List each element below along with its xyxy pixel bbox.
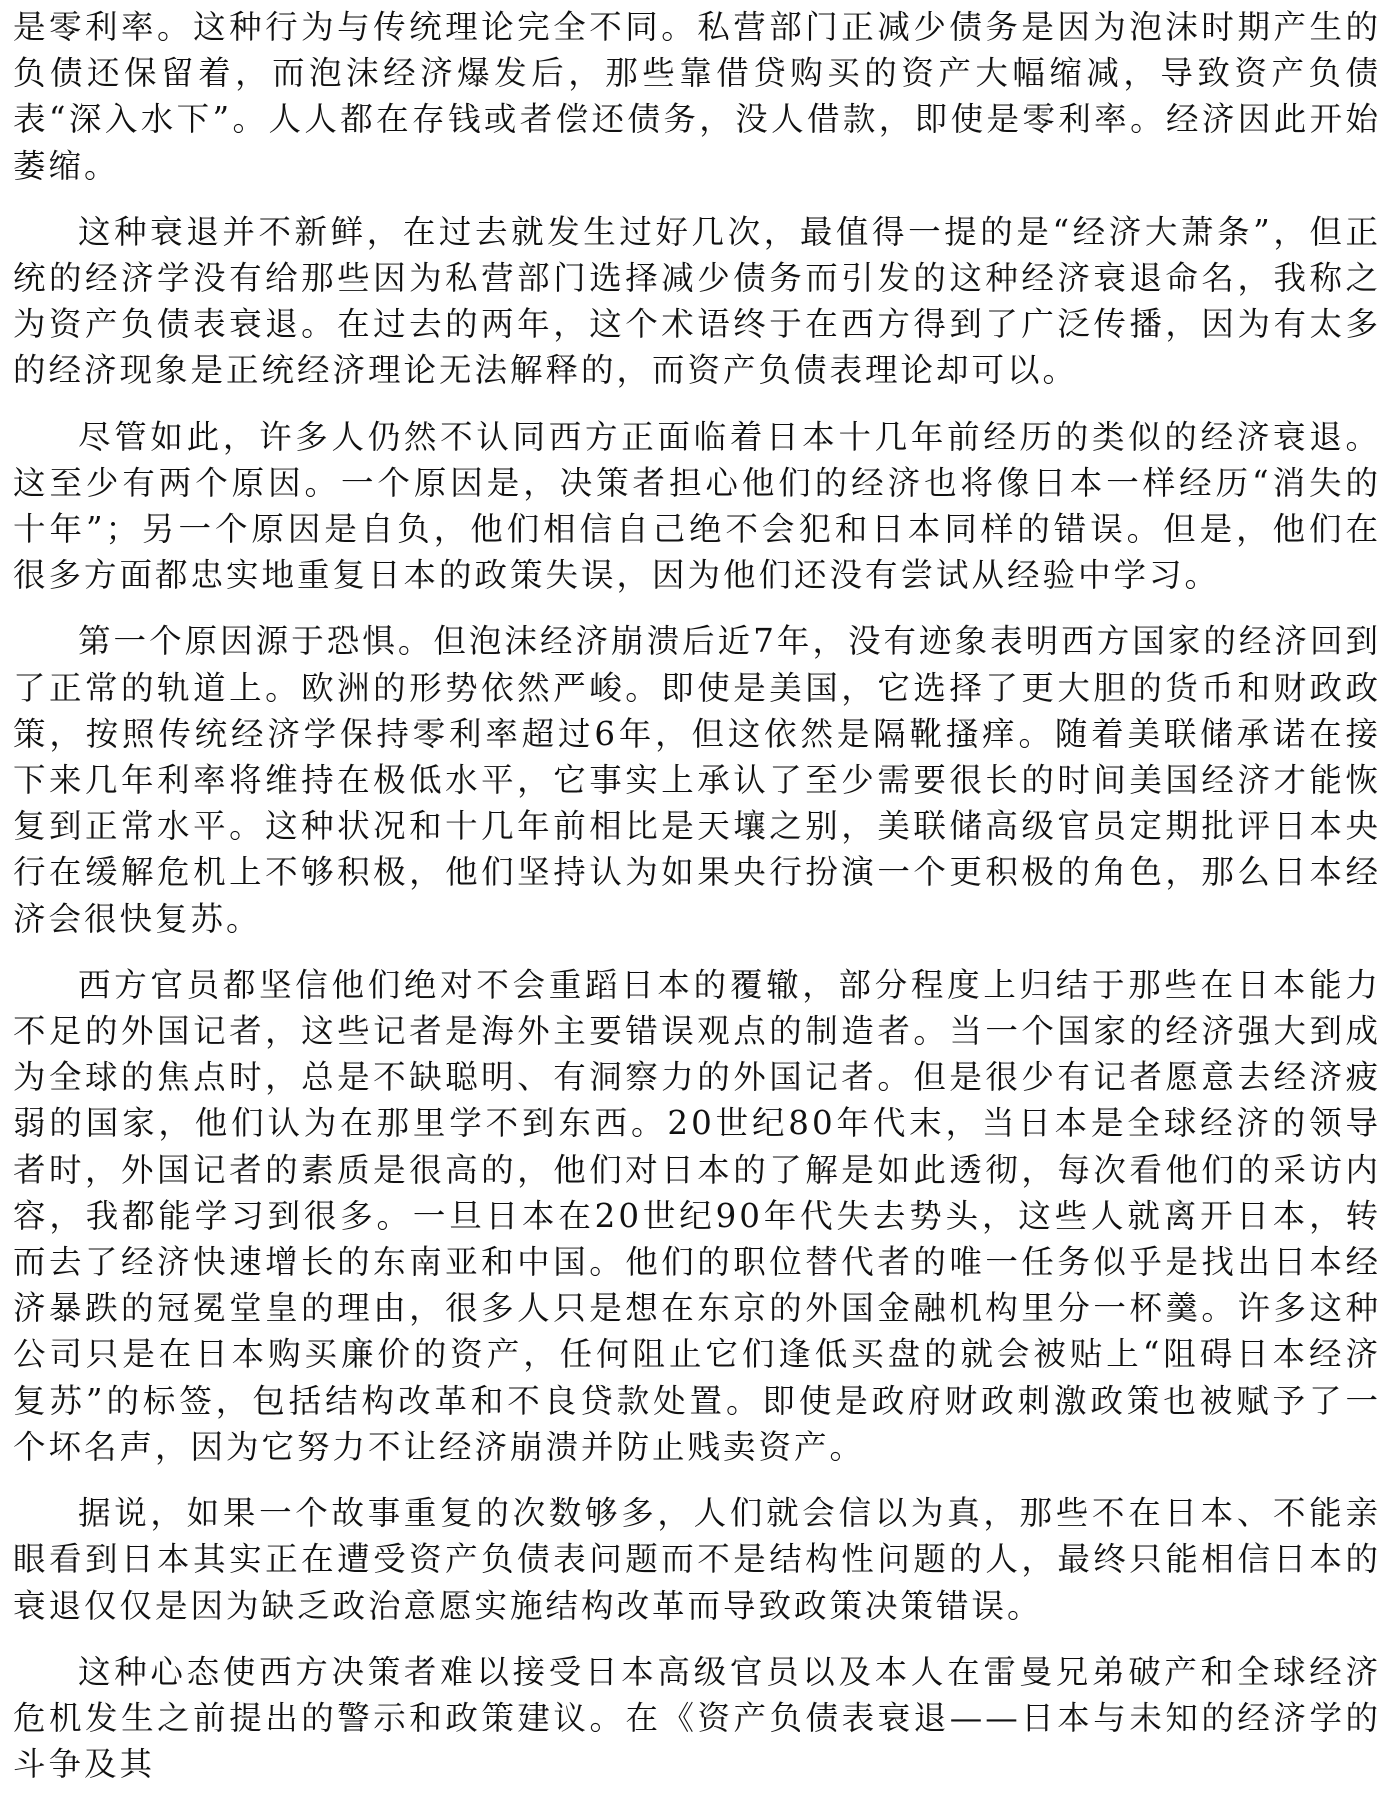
paragraph-3: 尽管如此，许多人仍然不认同西方正面临着日本十几年前经历的类似的经济衰退。这至少有两个原因。一个原因是，决策者担心他们的经济也将像日本一样经历“消失的十年”；另一个原因是自负，他们相信自己绝不会犯和日本同样的错误。但是，他们在很多方面都忠实地重复日本的政策失误，因为他们还没有尝试从经验中学习。 xyxy=(13,417,1381,595)
paragraph-1-continued: 是零利率。这种行为与传统理论完全不同。私营部门正减少债务是因为泡沫时期产生的负债还保留着，而泡沫经济爆发后，那些靠借贷购买的资产大幅缩减，导致资产负债表“深入水下”。人人都在存钱或者偿还债务，没人借款，即使是零利率。经济因此开始萎缩。 xyxy=(13,8,1381,185)
paragraph-2: 这种衰退并不新鲜，在过去就发生过好几次，最值得一提的是“经济大萧条”，但正统的经济学没有给那些因为私营部门选择减少债务而引发的这种经济衰退命名，我称之为资产负债表衰退。在过去的两年，这个术语终于在西方得到了广泛传播，因为有太多的经济现象是正统经济理论无法解释的，而资产负债表理论却可以。 xyxy=(13,212,1381,390)
document-page xyxy=(13,0,1381,1787)
paragraph-5: 西方官员都坚信他们绝对不会重蹈日本的覆辙，部分程度上归结于那些在日本能力不足的外国记者，这些记者是海外主要错误观点的制造者。当一个国家的经济强大到成为全球的焦点时，总是不缺聪明、有洞察力的外国记者。但是很少有记者愿意去经济疲弱的国家，他们认为在那里学不到东西。20世纪80年代末，当日本是全球经济的领导者时，外国记者的素质是很高的，他们对日本的了解是如此透彻，每次看他们的采访内容，我都能学习到很多。一旦日本在20世纪90年代失去势头，这些人就离开日本，转而去了经济快速增长的东南亚和中国。他们的职位替代者的唯一任务似乎是找出日本经济暴跌的冠冕堂皇的理由，很多人只是想在东京的外国金融机构里分一杯羹。许多这种公司只是在日本购买廉价的资产，任何阻止它们逢低买盘的就会被贴上“阻碍日本经济复苏”的标签，包括结构改革和不良贷款处置。即使是政府财政刺激政策也被赋予了一个坏名声，因为它努力不让经济崩溃并防止贱卖资产。 xyxy=(13,965,1381,1466)
paragraph-6: 据说，如果一个故事重复的次数够多，人们就会信以为真，那些不在日本、不能亲眼看到日本其实正在遭受资产负债表问题而不是结构性问题的人，最终只能相信日本的衰退仅仅是因为缺乏政治意愿实施结构改革而导致政策决策错误。 xyxy=(13,1494,1381,1625)
paragraph-4: 第一个原因源于恐惧。但泡沫经济崩溃后近7年，没有迹象表明西方国家的经济回到了正常的轨道上。欧洲的形势依然严峻。即使是美国，它选择了更大胆的货币和财政政策，按照传统经济学保持零利率超过6年，但这依然是隔靴搔痒。随着美联储承诺在接下来几年利率将维持在极低水平，它事实上承认了至少需要很长的时间美国经济才能恢复到正常水平。这种状况和十几年前相比是天壤之别，美联储高级官员定期批评日本央行在缓解危机上不够积极，他们坚持认为如果央行扮演一个更积极的角色，那么日本经济会很快复苏。 xyxy=(13,622,1381,938)
paragraph-7: 这种心态使西方决策者难以接受日本高级官员以及本人在雷曼兄弟破产和全球经济危机发生之前提出的警示和政策建议。在《资产负债表衰退——日本与未知的经济学的斗争及其 xyxy=(13,1652,1381,1784)
